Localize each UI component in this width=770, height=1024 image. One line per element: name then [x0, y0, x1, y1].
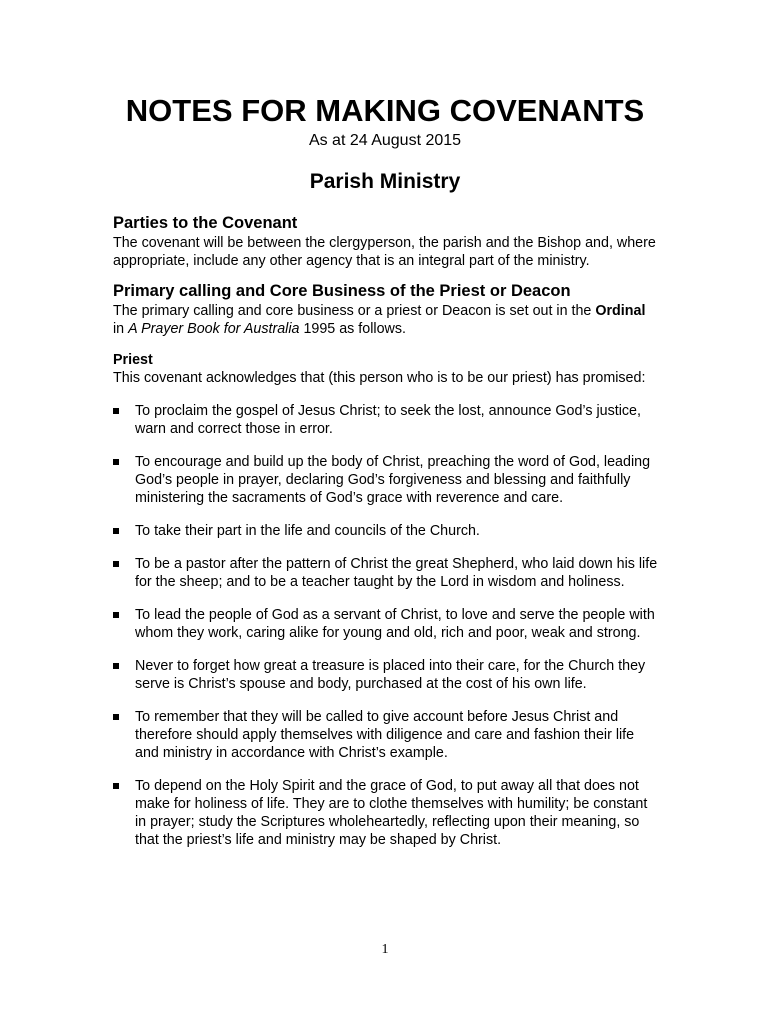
list-item: [113, 555, 658, 591]
bullet-icon: [113, 408, 119, 414]
priest-intro: This covenant acknowledges that (this person who is to be our priest) has promised:: [113, 370, 646, 386]
page-number: 1: [381, 942, 389, 957]
promise-list: [113, 402, 658, 849]
list-item-text: To encourage and build up the body of Christ, preaching the word of God, leading God’s people in prayer, declaring God’s forgiveness and blessing and faithfully ministering the sacraments of God’s grace with reverence and care.: [135, 454, 651, 506]
book-title: A Prayer Book for Australia: [128, 321, 300, 337]
primary-text-a: The primary calling and core business or a priest or Deacon is set out in the: [113, 303, 592, 319]
list-item: [113, 708, 658, 762]
ordinal-term: Ordinal: [595, 303, 646, 319]
section-text-primary: [113, 302, 658, 338]
list-item: [113, 657, 658, 693]
document-subtitle: Parish Ministry: [309, 170, 461, 193]
list-item-text: To remember that they will be called to give account before Jesus Christ and therefore should apply themselves with diligence and care and fashion their life and ministry in accordance with Christ’s example.: [135, 709, 635, 761]
document-date: As at 24 August 2015: [308, 132, 462, 149]
bullet-icon: [113, 663, 119, 669]
list-item: [113, 402, 658, 438]
section-parties: [113, 212, 658, 270]
section-priest: [113, 351, 658, 849]
list-item-text: Never to forget how great a treasure is placed into their care, for the Church they serve is Christ’s spouse and body, purchased at the cost of his own life.: [135, 658, 646, 692]
list-item: [113, 606, 658, 642]
bullet-icon: [113, 459, 119, 465]
list-item-text: To be a pastor after the pattern of Christ the great Shepherd, who laid down his life for the sheep; and to be a teacher taught by the Lord in wisdom and holiness.: [135, 556, 658, 590]
list-item: [113, 522, 658, 540]
section-primary: [113, 280, 658, 338]
bullet-icon: [113, 612, 119, 618]
primary-text-b: 1995 as follows.: [299, 321, 406, 337]
list-item-text: To lead the people of God as a servant of Christ, to love and serve the people with whom they work, caring alike for young and old, rich and poor, weak and strong.: [135, 607, 655, 641]
bullet-icon: [113, 561, 119, 567]
bullet-icon: [113, 783, 119, 789]
document-body: [113, 212, 658, 864]
section-heading-parties: Parties to the Covenant: [113, 214, 298, 232]
bullet-icon: [113, 528, 119, 534]
bullet-icon: [113, 714, 119, 720]
primary-in: in: [113, 321, 129, 337]
document-title: NOTES FOR MAKING COVENANTS: [125, 93, 645, 128]
list-item-text: To take their part in the life and councils of the Church.: [135, 523, 480, 539]
list-item-text: To proclaim the gospel of Jesus Christ; to seek the lost, announce God’s justice, warn and correct those in error.: [135, 403, 641, 437]
list-item-text: To depend on the Holy Spirit and the grace of God, to put away all that does not make for holiness of life. They are to clothe themselves with humility; be constant in prayer; study the Scriptures wholeheartedly, reflecting upon their meaning, so that the priest’s life and ministry may be shaped by Christ.: [135, 778, 648, 848]
section-heading-priest: Priest: [113, 352, 153, 368]
list-item: [113, 777, 658, 849]
section-heading-primary: Primary calling and Core Business of the Priest or Deacon: [113, 282, 571, 300]
list-item: [113, 453, 658, 507]
section-text-parties: The covenant will be between the clergyperson, the parish and the Bishop and, where appropriate, include any other agency that is an integral part of the ministry.: [113, 235, 656, 269]
